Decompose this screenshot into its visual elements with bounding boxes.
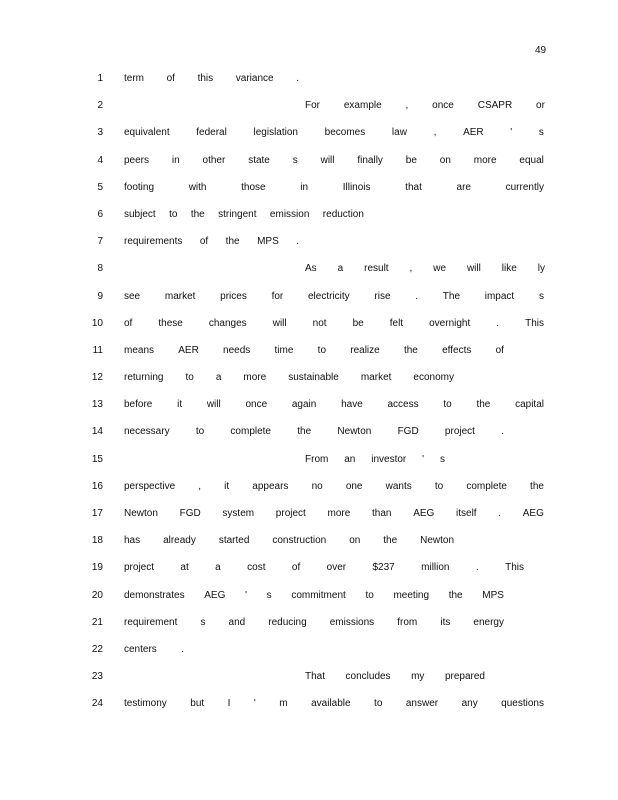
- line-number: 1: [97, 73, 103, 84]
- word: appears: [252, 480, 289, 492]
- word: ': [245, 589, 247, 601]
- word: of: [291, 562, 301, 574]
- word: s: [439, 453, 445, 465]
- word: or: [536, 100, 545, 112]
- word: ': [422, 453, 425, 465]
- word: commitment: [291, 589, 346, 601]
- word: itself: [456, 508, 477, 519]
- word: complete: [466, 480, 507, 492]
- word: of: [199, 236, 209, 248]
- word: $237: [372, 562, 395, 574]
- word: federal: [196, 127, 227, 139]
- word: market: [164, 290, 196, 302]
- transcript-line: [0, 505, 618, 532]
- word: system: [222, 508, 255, 519]
- word: FGD: [179, 508, 201, 519]
- word: s: [538, 290, 544, 302]
- word: market: [360, 372, 392, 384]
- word: finally: [357, 154, 383, 166]
- line-text: [305, 451, 445, 468]
- word: with: [188, 181, 207, 193]
- word: a: [337, 263, 344, 275]
- line-number: 14: [91, 426, 103, 438]
- line-number: 16: [91, 480, 103, 492]
- line-text: [124, 315, 544, 332]
- word: electricity: [307, 290, 350, 302]
- word: from: [397, 616, 418, 628]
- word: effects: [442, 344, 472, 356]
- word: to: [317, 344, 327, 356]
- word: we: [433, 263, 447, 275]
- line-number: 4: [97, 154, 103, 166]
- word: to: [434, 480, 444, 492]
- word: but: [190, 698, 205, 710]
- line-number: 2: [97, 100, 103, 112]
- word: any: [461, 698, 478, 710]
- word: sustainable: [288, 372, 339, 384]
- line-text: [124, 478, 544, 495]
- word: started: [218, 535, 250, 547]
- word: like: [501, 263, 517, 275]
- word: on: [349, 535, 361, 547]
- line-number: 8: [97, 263, 103, 275]
- word: will: [272, 317, 287, 329]
- word: already: [163, 535, 196, 547]
- word: ': [253, 698, 256, 710]
- word: construction: [272, 535, 327, 547]
- transcript-line: [0, 478, 618, 505]
- word: Newton: [420, 535, 454, 547]
- word: currently: [505, 181, 544, 193]
- line-number: 6: [97, 208, 103, 220]
- line-number: 5: [97, 181, 103, 193]
- transcript-line: [0, 70, 618, 97]
- word: equivalent: [124, 127, 170, 139]
- line-text: [124, 641, 184, 658]
- line-text: [124, 423, 504, 440]
- word: the: [530, 480, 544, 492]
- word: Illinois: [342, 181, 371, 193]
- word: more: [473, 154, 497, 166]
- line-text: [124, 369, 454, 386]
- word: my: [411, 671, 425, 683]
- word: result: [364, 263, 389, 275]
- transcript-line: [0, 260, 618, 287]
- word: one: [345, 480, 363, 492]
- line-number: 12: [91, 372, 103, 384]
- line-number: 23: [91, 671, 103, 683]
- word: .: [475, 562, 479, 574]
- line-number: 24: [91, 698, 103, 710]
- line-number: 21: [91, 616, 103, 628]
- word: answer: [405, 698, 439, 710]
- word: necessary: [124, 426, 170, 438]
- word: example: [343, 100, 382, 112]
- word: these: [158, 317, 183, 329]
- word: of: [124, 317, 133, 329]
- word: will: [466, 263, 481, 275]
- line-text: [124, 559, 524, 576]
- word: ,: [409, 263, 413, 275]
- word: over: [326, 562, 347, 574]
- word: the: [190, 208, 205, 220]
- word: project: [444, 426, 475, 438]
- line-text: [124, 124, 544, 141]
- transcript-line: [0, 668, 618, 695]
- word: AEG: [204, 589, 226, 601]
- transcript-line: [0, 614, 618, 641]
- word: variance: [235, 73, 274, 84]
- word: changes: [208, 317, 247, 329]
- word: a: [215, 562, 221, 574]
- line-number: 9: [97, 290, 103, 302]
- transcript-line: [0, 97, 618, 124]
- line-number: 18: [91, 535, 103, 547]
- word: economy: [413, 372, 454, 384]
- word: of: [166, 73, 175, 84]
- word: more: [243, 372, 267, 384]
- word: MPS: [257, 236, 279, 248]
- line-text: [124, 505, 544, 522]
- word: have: [341, 399, 363, 411]
- word: legislation: [253, 127, 298, 139]
- word: stringent: [218, 208, 257, 220]
- word: .: [296, 73, 299, 84]
- word: AER: [463, 127, 484, 139]
- word: project: [124, 562, 155, 574]
- word: to: [443, 399, 452, 411]
- word: footing: [124, 181, 155, 193]
- word: at: [180, 562, 189, 574]
- word: in: [300, 181, 309, 193]
- line-number: 17: [91, 508, 103, 519]
- word: .: [181, 643, 184, 655]
- word: reducing: [268, 616, 307, 628]
- transcript-line: [0, 233, 618, 260]
- transcript-line: [0, 288, 618, 315]
- transcript-line: [0, 342, 618, 369]
- word: felt: [389, 317, 404, 329]
- transcript-lines: [0, 70, 618, 723]
- line-text: [124, 152, 544, 169]
- word: ,: [405, 100, 409, 112]
- word: AER: [178, 344, 199, 356]
- word: to: [374, 698, 383, 710]
- word: CSAPR: [477, 100, 513, 112]
- word: ly: [537, 263, 545, 275]
- word: term: [124, 73, 144, 84]
- word: .: [415, 290, 419, 302]
- word: its: [440, 616, 451, 628]
- line-number: 20: [91, 589, 103, 601]
- word: see: [124, 290, 141, 302]
- word: centers: [124, 643, 157, 655]
- word: s: [200, 616, 206, 628]
- word: has: [124, 535, 141, 547]
- word: That: [305, 671, 326, 683]
- word: that: [405, 181, 422, 193]
- word: meeting: [393, 589, 430, 601]
- word: the: [383, 535, 398, 547]
- transcript-line: [0, 451, 618, 478]
- word: cost: [247, 562, 266, 574]
- word: impact: [484, 290, 515, 302]
- word: reduction: [322, 208, 364, 220]
- word: returning: [124, 372, 164, 384]
- word: than: [372, 508, 392, 519]
- word: requirements: [124, 236, 183, 248]
- word: .: [501, 426, 504, 438]
- word: a: [215, 372, 222, 384]
- line-text: [305, 260, 545, 277]
- line-text: [124, 70, 299, 87]
- word: AEG: [413, 508, 435, 519]
- line-text: [124, 695, 544, 712]
- word: to: [365, 589, 374, 601]
- line-text: [124, 587, 504, 604]
- line-number: 19: [91, 562, 103, 574]
- word: ': [510, 127, 513, 139]
- line-text: [124, 206, 364, 223]
- word: it: [177, 399, 183, 411]
- transcript-line: [0, 315, 618, 342]
- word: before: [124, 399, 153, 411]
- transcript-line: [0, 396, 618, 423]
- line-number: 11: [92, 344, 103, 356]
- word: million: [421, 562, 450, 574]
- line-text: [124, 288, 544, 305]
- word: emission: [269, 208, 310, 220]
- word: for: [271, 290, 284, 302]
- word: prepared: [444, 671, 485, 683]
- word: an: [344, 453, 356, 465]
- word: complete: [230, 426, 271, 438]
- line-number: 22: [91, 643, 103, 655]
- transcript-line: [0, 152, 618, 179]
- word: other: [202, 154, 226, 166]
- word: no: [311, 480, 323, 492]
- word: This: [525, 317, 544, 329]
- word: FGD: [397, 426, 419, 438]
- word: .: [498, 508, 502, 519]
- line-text: [305, 668, 485, 685]
- word: state: [248, 154, 270, 166]
- word: the: [225, 236, 240, 248]
- word: investor: [371, 453, 407, 465]
- word: means: [124, 344, 155, 356]
- word: s: [266, 589, 272, 601]
- word: The: [442, 290, 461, 302]
- word: ,: [198, 480, 202, 492]
- line-number: 3: [97, 127, 103, 139]
- line-text: [124, 342, 504, 359]
- word: m: [279, 698, 288, 710]
- transcript-line: [0, 532, 618, 559]
- word: I: [227, 698, 231, 710]
- word: project: [275, 508, 306, 519]
- word: .: [296, 236, 299, 248]
- word: equal: [519, 154, 544, 166]
- line-number: 15: [91, 453, 103, 465]
- line-text: [305, 97, 545, 114]
- transcript-line: [0, 695, 618, 722]
- word: s: [538, 127, 544, 139]
- word: this: [197, 73, 214, 84]
- word: be: [352, 317, 364, 329]
- word: once: [245, 399, 268, 411]
- line-text: [124, 233, 299, 250]
- word: to: [169, 208, 178, 220]
- word: ,: [433, 127, 437, 139]
- word: concludes: [345, 671, 391, 683]
- word: wants: [385, 480, 412, 492]
- word: needs: [223, 344, 251, 356]
- word: will: [320, 154, 335, 166]
- word: As: [305, 263, 317, 275]
- transcript-line: [0, 559, 618, 586]
- word: to: [185, 372, 194, 384]
- line-text: [124, 179, 544, 196]
- transcript-line: [0, 124, 618, 151]
- line-number: 13: [91, 399, 103, 411]
- word: and: [228, 616, 246, 628]
- line-text: [124, 532, 454, 549]
- word: access: [387, 399, 419, 411]
- word: the: [448, 589, 463, 601]
- word: rise: [374, 290, 391, 302]
- word: the: [297, 426, 312, 438]
- word: the: [476, 399, 491, 411]
- line-text: [124, 614, 504, 631]
- word: will: [206, 399, 221, 411]
- word: on: [439, 154, 451, 166]
- word: .: [496, 317, 500, 329]
- word: available: [311, 698, 351, 710]
- word: questions: [501, 698, 544, 710]
- word: realize: [350, 344, 380, 356]
- word: of: [495, 344, 504, 356]
- word: law: [391, 127, 407, 139]
- word: to: [195, 426, 205, 438]
- word: subject: [124, 208, 156, 220]
- word: testimony: [124, 698, 167, 710]
- word: demonstrates: [124, 589, 185, 601]
- word: once: [432, 100, 454, 112]
- word: Newton: [124, 508, 158, 519]
- word: prices: [220, 290, 247, 302]
- word: in: [171, 154, 180, 166]
- word: capital: [515, 399, 544, 411]
- transcript-line: [0, 369, 618, 396]
- transcript-line: [0, 206, 618, 233]
- word: Newton: [337, 426, 372, 438]
- transcript-line: [0, 423, 618, 450]
- word: AEG: [522, 508, 544, 519]
- transcript-line: [0, 641, 618, 668]
- page-number: 49: [535, 45, 547, 56]
- word: time: [274, 344, 294, 356]
- word: the: [403, 344, 418, 356]
- word: are: [456, 181, 471, 193]
- word: those: [241, 181, 266, 193]
- word: again: [291, 399, 317, 411]
- word: be: [405, 154, 417, 166]
- word: more: [327, 508, 351, 519]
- word: From: [305, 453, 329, 465]
- word: perspective: [124, 480, 176, 492]
- line-number: 10: [91, 317, 103, 329]
- word: it: [224, 480, 230, 492]
- transcript-line: [0, 587, 618, 614]
- word: This: [505, 562, 524, 574]
- word: peers: [124, 154, 150, 166]
- word: s: [292, 154, 298, 166]
- word: overnight: [429, 317, 471, 329]
- word: energy: [473, 616, 504, 628]
- line-text: [124, 396, 544, 413]
- word: becomes: [324, 127, 366, 139]
- word: For: [305, 100, 320, 112]
- word: not: [312, 317, 327, 329]
- word: emissions: [329, 616, 375, 628]
- word: MPS: [482, 589, 504, 601]
- line-number: 7: [97, 236, 103, 248]
- word: requirement: [124, 616, 178, 628]
- transcript-line: [0, 179, 618, 206]
